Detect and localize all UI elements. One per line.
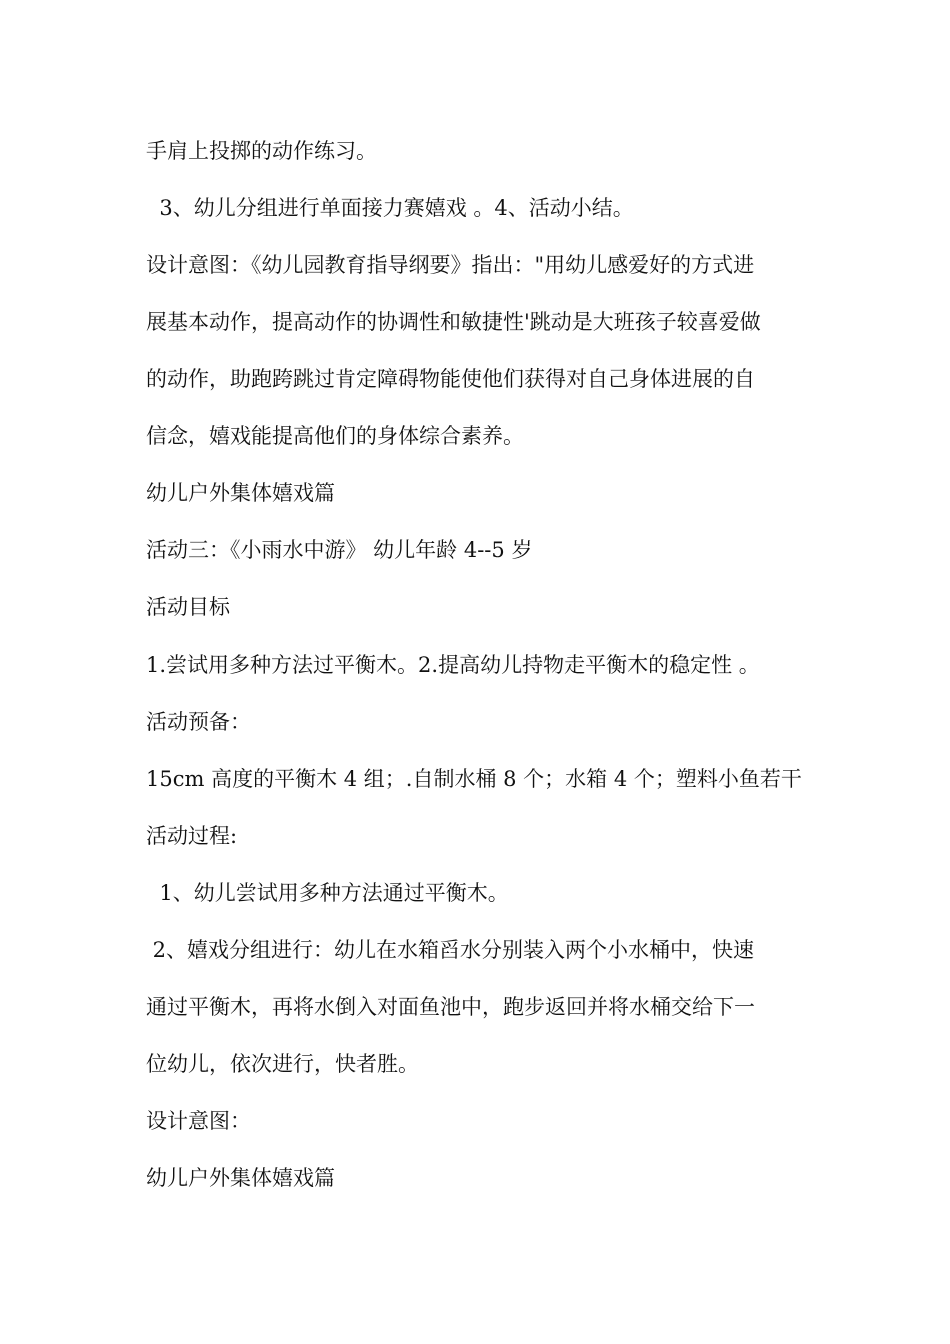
- process-heading: 活动过程:: [146, 824, 238, 848]
- design-intent-heading: 设计意图：: [146, 1109, 251, 1133]
- text-line-design-intent-2: 展基本动作，提高动作的协调性和敏捷性'跳动是大班孩子较喜爱做: [146, 310, 761, 334]
- section-heading-footer: 幼儿户外集体嬉戏篇: [146, 1166, 335, 1190]
- text-line-design-intent-4: 信念，嬉戏能提高他们的身体综合素养。: [146, 424, 524, 448]
- text-line-step-3-4: 3、幼儿分组进行单面接力赛嬉戏 。4、活动小结。: [146, 196, 634, 220]
- text-line-continuation: 手肩上投掷的动作练习。: [146, 139, 377, 163]
- objectives-heading: 活动目标: [146, 595, 230, 619]
- text-line-design-intent-3: 的动作，助跑跨跳过肯定障碍物能使他们获得对自己身体进展的自: [146, 367, 755, 391]
- preparation-text: 15cm 高度的平衡木 4 组；.自制水桶 8 个；水箱 4 个；塑料小鱼若干: [146, 767, 802, 791]
- objectives-text: 1.尝试用多种方法过平衡木。2.提高幼儿持物走平衡木的稳定性 。: [146, 653, 760, 677]
- section-heading: 幼儿户外集体嬉戏篇: [146, 481, 335, 505]
- activity-title: 活动三：《小雨水中游》 幼儿年龄 4--5 岁: [146, 538, 533, 562]
- process-step-1: 1、幼儿尝试用多种方法通过平衡木。: [146, 881, 509, 905]
- process-step-2-line-3: 位幼儿，依次进行，快者胜。: [146, 1052, 419, 1076]
- process-step-2-line-2: 通过平衡木，再将水倒入对面鱼池中，跑步返回并将水桶交给下一: [146, 995, 755, 1019]
- text-line-design-intent-1: 设计意图：《幼儿园教育指导纲要》指出："用幼儿感爱好的方式进: [146, 253, 755, 277]
- preparation-heading: 活动预备：: [146, 710, 251, 734]
- process-step-2-line-1: 2、嬉戏分组进行：幼儿在水箱舀水分别装入两个小水桶中，快速: [146, 938, 755, 962]
